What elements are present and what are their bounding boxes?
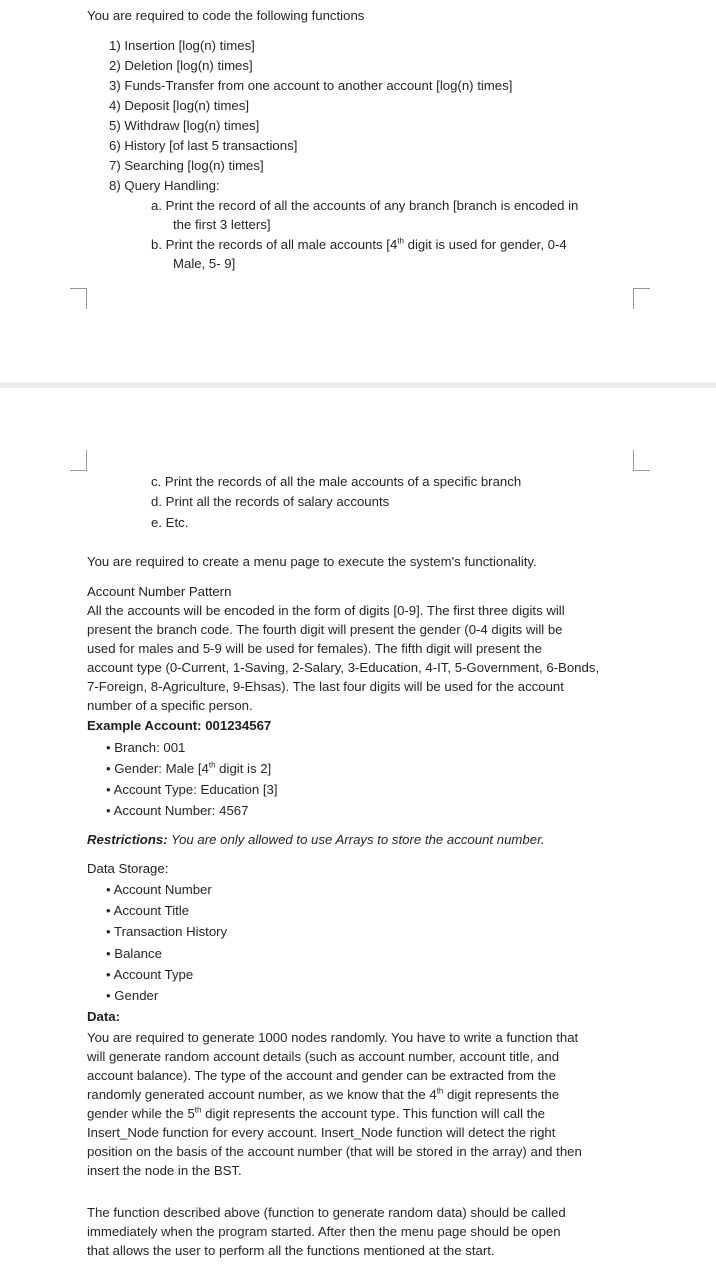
restrictions-text: Restrictions: You are only allowed to use Arrays to store the account number. bbox=[87, 832, 545, 847]
example-gender: • Gender: Male [4th digit is 2] bbox=[106, 760, 272, 776]
margin-corner-mark bbox=[633, 288, 650, 309]
storage-heading: Data Storage: bbox=[87, 861, 169, 876]
function-item: 7) Searching [log(n) times] bbox=[109, 158, 264, 173]
function-item: 8) Query Handling: bbox=[109, 178, 220, 193]
data-paragraph: You are required to generate 1000 nodes randomly. You have to write a function that will generate random account details (such as account number, account title, and account balance). The type of the account and gender can be extracted from the randomly generated account number, as we know that the 4th digit represents the gender while the 5th digit represents the account type. This function will call the Insert_Node function for every account. Insert_Node function will detect the right position on the basis of the account number (that will be stored in the array) and then insert the node in the BST. bbox=[87, 1030, 582, 1178]
query-item-a-continued: the first 3 letters] bbox=[173, 217, 271, 232]
query-item-d: d. Print all the records of salary accounts bbox=[151, 494, 390, 509]
storage-item: • Account Number bbox=[106, 882, 212, 897]
example-branch: • Branch: 001 bbox=[106, 740, 186, 755]
function-item: 5) Withdraw [log(n) times] bbox=[109, 118, 260, 133]
function-item: 2) Deletion [log(n) times] bbox=[109, 58, 253, 73]
storage-item: • Transaction History bbox=[106, 924, 228, 939]
query-item-b: b. Print the records of all male accounts [4th digit is used for gender, 0-4 bbox=[151, 236, 567, 252]
pattern-paragraph: All the accounts will be encoded in the form of digits [0-9]. The first three digits will present the branch code. The fourth digit will present the gender (0-4 digits will be used for males and 5-9 will be used for females). The fifth digit will present the account type (0-Current, 1-Saving, 2-Salary, 3-Education, 4-IT, 5-Government, 6-Bonds, 7-Foreign, 8-Agriculture, 9-Ehsas). The last four digits will be used for the account number of a specific person. bbox=[87, 603, 600, 713]
storage-item: • Account Title bbox=[106, 903, 190, 918]
function-item: 6) History [of last 5 transactions] bbox=[109, 138, 298, 153]
query-item-e: e. Etc. bbox=[151, 515, 189, 530]
document-page-2 bbox=[0, 388, 716, 1280]
query-item-b-continued: Male, 5- 9] bbox=[173, 256, 236, 271]
function-item: 3) Funds-Transfer from one account to another account [log(n) times] bbox=[109, 78, 513, 93]
margin-corner-mark bbox=[70, 288, 87, 309]
storage-item: • Account Type bbox=[106, 967, 194, 982]
example-heading: Example Account: 001234567 bbox=[87, 718, 272, 733]
example-type: • Account Type: Education [3] bbox=[106, 782, 278, 797]
menu-requirement-text: You are required to create a menu page to execute the system's functionality. bbox=[87, 554, 537, 569]
example-number: • Account Number: 4567 bbox=[106, 803, 249, 818]
storage-item: • Gender bbox=[106, 988, 159, 1003]
intro-text: You are required to code the following functions bbox=[87, 8, 365, 23]
document-page-1 bbox=[0, 0, 716, 382]
margin-corner-mark bbox=[633, 450, 650, 471]
margin-corner-mark bbox=[70, 450, 87, 471]
storage-item: • Balance bbox=[106, 946, 162, 961]
final-paragraph: The function described above (function to generate random data) should be called immediately when the program started. After then the menu page should be open that allows the user to perform all the functions mentioned at the start. bbox=[87, 1205, 566, 1258]
query-item-c: c. Print the records of all the male accounts of a specific branch bbox=[151, 474, 522, 489]
pattern-heading: Account Number Pattern bbox=[87, 584, 232, 599]
data-heading: Data: bbox=[87, 1009, 120, 1024]
query-item-a: a. Print the record of all the accounts of any branch [branch is encoded in bbox=[151, 198, 579, 213]
function-item: 1) Insertion [log(n) times] bbox=[109, 38, 255, 53]
function-item: 4) Deposit [log(n) times] bbox=[109, 98, 249, 113]
